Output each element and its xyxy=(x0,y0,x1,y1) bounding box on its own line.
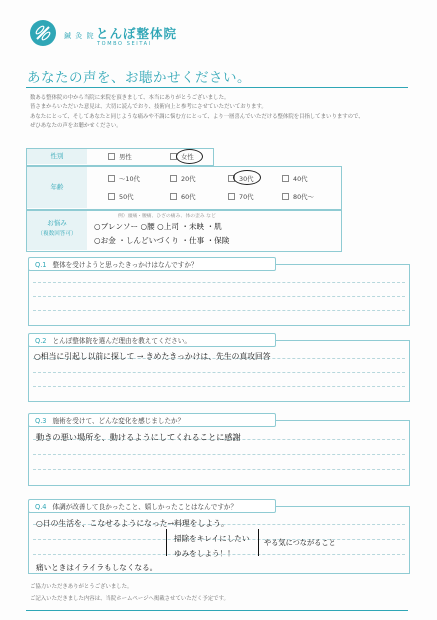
answer-line xyxy=(33,310,405,311)
dragonfly-icon xyxy=(30,20,56,46)
q1-answer-box xyxy=(28,264,410,326)
checkbox[interactable] xyxy=(170,175,177,182)
q3-answer: 動きの悪い場所を、動けるようにしてくれることに感謝 xyxy=(36,432,241,442)
q2-answer: ○相当に引起し以前に探して → きめたきっかけは、先生の真攻回答 xyxy=(34,352,271,361)
age-option[interactable] xyxy=(228,192,254,201)
q4-answer: やる気につながること xyxy=(264,538,336,547)
option-label: 70代 xyxy=(239,193,254,201)
q4-answer: ○日の生活を、こなせるようになった→料理をしよう。 xyxy=(36,519,229,528)
q4-answer: 痛いときはイライラもしなくなる。 xyxy=(36,563,158,572)
intro-line: あなたにとって、そしてあなたと同じような痛みや不調に悩む方にとって、より一層喜んでいただける整体院を目指してまいりますので、 xyxy=(30,113,364,120)
worries-answer: ○ブレンソー ○腰 ○上司 ・未映 ・肌 xyxy=(94,222,222,231)
option-label: 男性 xyxy=(119,153,132,161)
age-option[interactable] xyxy=(170,192,196,201)
option-label: 30代 xyxy=(239,175,254,183)
selection-circle xyxy=(176,149,203,164)
checkbox[interactable] xyxy=(108,153,115,160)
worries-hint: 例）頭痛・腰痛、ひざの痛み、体の歪み など xyxy=(118,214,216,219)
bracket-mark xyxy=(258,529,259,556)
q4-answer: ゆみをしよう！！ xyxy=(174,549,235,558)
selection-circle xyxy=(233,170,261,185)
answer-line xyxy=(33,372,405,373)
gender-option-male[interactable] xyxy=(108,152,132,161)
intro-text xyxy=(30,94,410,132)
intro-line: ぜひあなたの声をお聴かせください。 xyxy=(30,123,122,130)
answer-line xyxy=(33,454,405,455)
checkbox[interactable] xyxy=(108,175,115,182)
page-title: あなたの声を、お聴かせください。 xyxy=(27,70,251,86)
q1-header xyxy=(28,257,276,271)
worries-label: お悩み xyxy=(47,219,67,227)
footer-thanks: ご協力いただきありがとうございました。 xyxy=(30,584,133,590)
age-option[interactable] xyxy=(282,192,314,201)
checkbox[interactable] xyxy=(282,193,289,200)
question-number: Q.3 xyxy=(35,417,47,425)
gender-label: 性別 xyxy=(27,149,87,164)
q2-header xyxy=(28,333,276,347)
question-number: Q.4 xyxy=(35,503,47,511)
answer-line xyxy=(33,296,405,297)
answer-line xyxy=(33,386,405,387)
option-label: 60代 xyxy=(181,193,196,201)
bracket-mark xyxy=(166,529,167,556)
intro-line: 皆さまからいただいた意見は、大切に読んでおり、技術向上と参考にさせていただいております。 xyxy=(30,104,267,111)
question-text: 施術を受けて、どんな変化を感じましたか？ xyxy=(52,417,185,425)
answer-line xyxy=(33,469,405,470)
checkbox[interactable] xyxy=(282,175,289,182)
question-number: Q.1 xyxy=(35,261,47,269)
divider xyxy=(26,610,408,611)
age-option[interactable] xyxy=(282,174,308,183)
clinic-romaji: TOMBO SEITAI xyxy=(97,41,152,47)
question-text: 体調が改善して良かったこと、嬉しかったことはなんですか？ xyxy=(52,503,238,511)
q4-answer: 掃除をキレイにしたい xyxy=(174,534,250,543)
question-number: Q.2 xyxy=(35,337,47,345)
option-label: 40代 xyxy=(293,175,308,183)
clinic-prefix: 鍼 灸 院 xyxy=(64,32,95,40)
checkbox[interactable] xyxy=(228,193,235,200)
question-text: とんぼ整体院を選んだ理由を教えてください。 xyxy=(52,337,191,345)
option-label: 20代 xyxy=(181,175,196,183)
q3-answer-box xyxy=(28,420,410,486)
checkbox[interactable] xyxy=(170,193,177,200)
clinic-name: とんぼ整体院 xyxy=(96,26,178,41)
q4-header xyxy=(28,499,276,513)
worries-answer: ○お金 ・しんどいづくり ・仕事 ・保険 xyxy=(94,236,230,245)
option-label: 女性 xyxy=(181,153,194,161)
checkbox[interactable] xyxy=(108,193,115,200)
age-option[interactable] xyxy=(170,174,196,183)
answer-line xyxy=(33,282,405,283)
age-option[interactable] xyxy=(108,192,134,201)
intro-line: 数ある整体院の中から当院に来院を頂きまして、本当にありがとうございました。 xyxy=(30,95,230,101)
q2-answer-box xyxy=(28,340,410,402)
option-label: 80代〜 xyxy=(293,193,314,201)
age-option[interactable] xyxy=(108,174,140,183)
q3-header xyxy=(28,413,276,427)
divider xyxy=(26,87,408,88)
option-label: 50代 xyxy=(119,193,134,201)
option-label: 〜10代 xyxy=(119,175,140,183)
footer-note: ご記入いただきました内容は、当院ホームページへ掲載させていただく予定です。 xyxy=(30,596,229,602)
worries-sublabel: （複数回答可） xyxy=(37,231,77,237)
age-label: 年齢 xyxy=(27,167,87,208)
worries-label-cell xyxy=(27,211,87,250)
question-text: 整体を受けようと思ったきっかけはなんですか？ xyxy=(52,261,198,269)
